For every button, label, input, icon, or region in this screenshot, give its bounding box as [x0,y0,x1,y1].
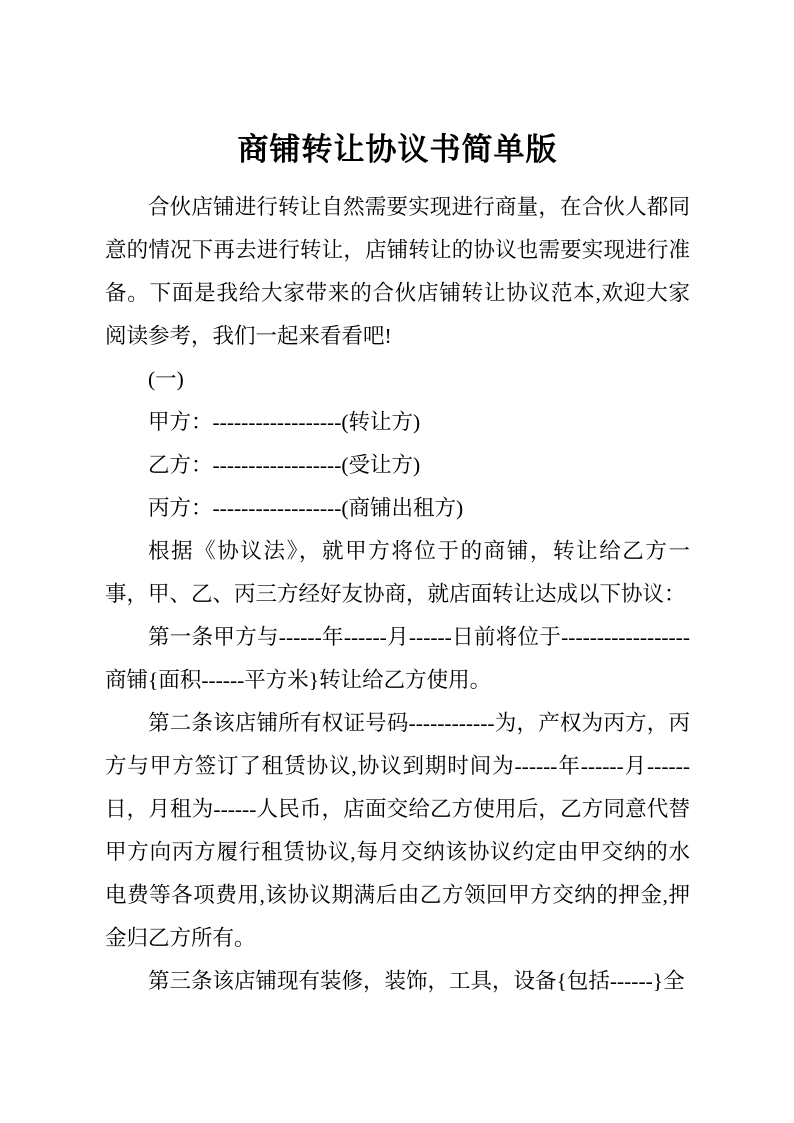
party-line-bingfang: 丙方：------------------(商铺出租方) [148,496,464,520]
paragraph-legal-basis: 根据《协议法》，就甲方将位于的商铺，转让给乙方一事，甲、乙、丙三方经好友协商，就店面转让达成以下协议： [105,539,690,606]
document-body [105,186,690,1003]
party-line-jiafang: 甲方：------------------(转让方) [148,410,421,434]
clause-1: 第一条甲方与------年------月------日前将位于------------------商铺{面积------平方米}转让给乙方使用。 [105,625,690,692]
clause-2: 第二条该店铺所有权证号码------------为，产权为丙方，丙方与甲方签订了租赁协议,协议到期时间为------年------月------日，月租为------人民币，店面交给乙方使用后，乙方同意代替甲方向丙方履行租赁协议,每月交纳该协议约定由甲交纳的水电费等各项费用,该协议期满后由乙方领回甲方交纳的押金,押金归乙方所有。 [105,711,690,950]
page-title: 商铺转让协议书简单版 [237,132,558,167]
clause-3: 第三条该店铺现有装修，装饰，工具，设备{包括------}全 [148,969,685,993]
section-marker-one: (一) [148,367,184,391]
party-line-yifang: 乙方：------------------(受让方) [148,453,421,477]
paragraph-intro: 合伙店铺进行转让自然需要实现进行商量，在合伙人都同意的情况下再去进行转让，店铺转让的协议也需要实现进行准备。下面是我给大家带来的合伙店铺转让协议范本,欢迎大家阅读参考，我们一起来看看吧! [105,195,690,348]
